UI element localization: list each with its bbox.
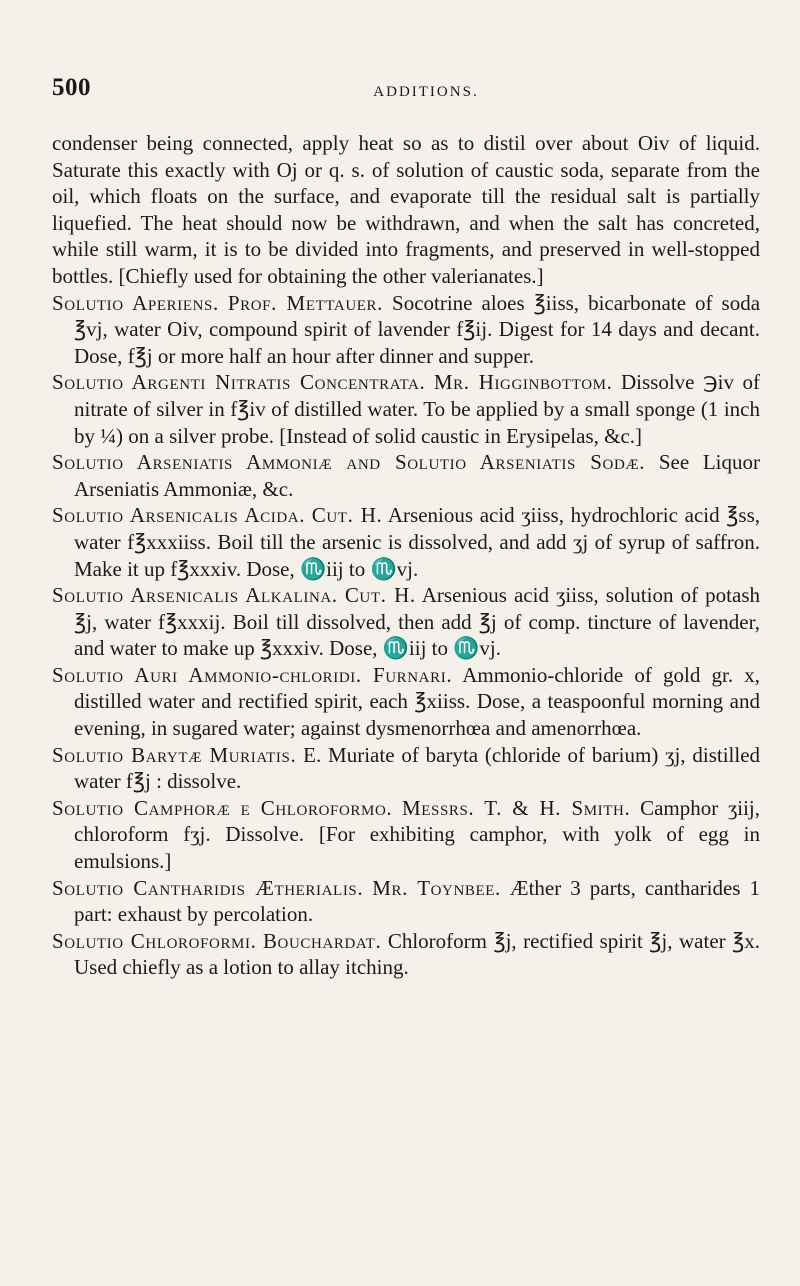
entry-heading: Solutio Aperiens.	[52, 290, 219, 315]
entry-heading: Solutio Chloroformi.	[52, 928, 257, 953]
entry-text: See Liquor Arseniatis Ammoniæ, &c.	[74, 450, 760, 501]
entry-heading: Solutio Barytæ Muriatis.	[52, 742, 297, 767]
entry-text: Arsenious acid ʒiiss, solution of potash ℥j, water f℥xxxij. Boil till dissolved, then add ℥j of comp. tincture of lavender, and water to make up ℥xxxiv. Dose, ♏iij to ♏vj.	[74, 583, 760, 661]
entry-authority: Cut. H.	[344, 583, 416, 608]
entry-solutio-auri	[52, 662, 760, 742]
body-text	[52, 130, 760, 981]
entry-solutio-barytae	[52, 742, 760, 795]
entry-text: Chloroform ℥j, rectified spirit ℥j, water ℥x. Used chiefly as a lotion to allay itching.	[74, 928, 761, 980]
entry-solutio-cantharidis	[52, 875, 760, 928]
continued-paragraph: condenser being connected, apply heat so as to distil over about Oiv of liquid. Saturate this exactly with Oj or q. s. of solution of caustic soda, separate from the oil, which floats on the surface, and evaporate till the residual salt is partially liquefied. The heat should now be withdrawn, and when the salt has concreted, while still warm, it is to be divided into fragments, and preserved in well-stopped bottles. [Chiefly used for obtaining the other valerianates.]	[52, 131, 760, 288]
entry-text: Camphor ʒiij, chloroform fʒj. Dissolve. [For exhibiting camphor, with yolk of egg in emulsions.]	[74, 795, 761, 874]
entry-authority: Mr. Higginbottom.	[433, 370, 613, 395]
entry-heading: Solutio Auri Ammonio-chloridi.	[52, 662, 362, 687]
entry-solutio-camphorae	[52, 795, 760, 875]
entry-text: Muriate of baryta (chloride of barium) ʒj, distilled water f℥j : dissolve.	[74, 742, 761, 794]
entry-text: Socotrine aloes ℥iiss, bicarbonate of soda ℥vj, water Oiv, compound spirit of lavender f℥ij. Digest for 14 days and decant. Dose, f℥j or more half an hour after dinner and supper.	[74, 290, 761, 368]
entry-authority: Mr. Toynbee.	[372, 875, 501, 900]
entry-solutio-argenti-nitratis	[52, 369, 760, 449]
entry-authority: Furnari.	[372, 662, 453, 687]
entry-heading: Solutio Arsenicalis Alkalina.	[52, 583, 338, 608]
entry-authority: Prof. Mettauer.	[227, 290, 383, 315]
entry-authority: Messrs. T. & H. Smith.	[401, 795, 631, 820]
entry-heading: Solutio Argenti Nitratis Concentrata.	[52, 370, 426, 395]
entry-text: Æther 3 parts, cantharides 1 part: exhaust by percolation.	[74, 875, 760, 927]
entry-solutio-arsenicalis-acida	[52, 502, 760, 582]
entry-authority: Cut. H.	[311, 503, 383, 528]
entry-solutio-arseniatis	[52, 449, 760, 502]
page-number: 500	[52, 74, 91, 101]
entry-heading: Solutio Camphoræ e Chloroformo.	[52, 795, 393, 820]
entry-text: Arsenious acid ʒiiss, hydrochloric acid ℥ss, water f℥xxxiiss. Boil till the arsenic is dissolved, and add ʒj of syrup of saffron. Make it up f℥xxxiv. Dose, ♏iij to ♏vj.	[74, 503, 761, 581]
entry-heading: Solutio Cantharidis Ætherialis.	[52, 875, 364, 900]
entry-text: Ammonio-chloride of gold gr. x, distilled water and rectified spirit, each ℥xiiss. Dose, a teaspoonful morning and evening, in sugared water; against dysmenorrhœa and amenorrhœa.	[74, 662, 760, 741]
entry-text: Dissolve ℈iv of nitrate of silver in f℥iv of distilled water. To be applied by a small sponge (1 inch by ¼) on a silver probe. [Instead of solid caustic in Erysipelas, &c.]	[74, 370, 761, 448]
running-title: ADDITIONS.	[373, 84, 479, 100]
entry-heading: Solutio Arsenicalis Acida.	[52, 503, 306, 528]
entry-heading: Solutio Arseniatis Ammoniæ and Solutio Arseniatis Sodæ.	[52, 450, 646, 475]
entry-solutio-aperiens	[52, 290, 760, 370]
entry-solutio-chloroformi	[52, 928, 760, 981]
running-head	[52, 74, 760, 114]
entry-authority: E.	[303, 742, 322, 767]
entry-authority: Bouchardat.	[262, 928, 382, 953]
entry-solutio-arsenicalis-alkalina	[52, 582, 760, 662]
